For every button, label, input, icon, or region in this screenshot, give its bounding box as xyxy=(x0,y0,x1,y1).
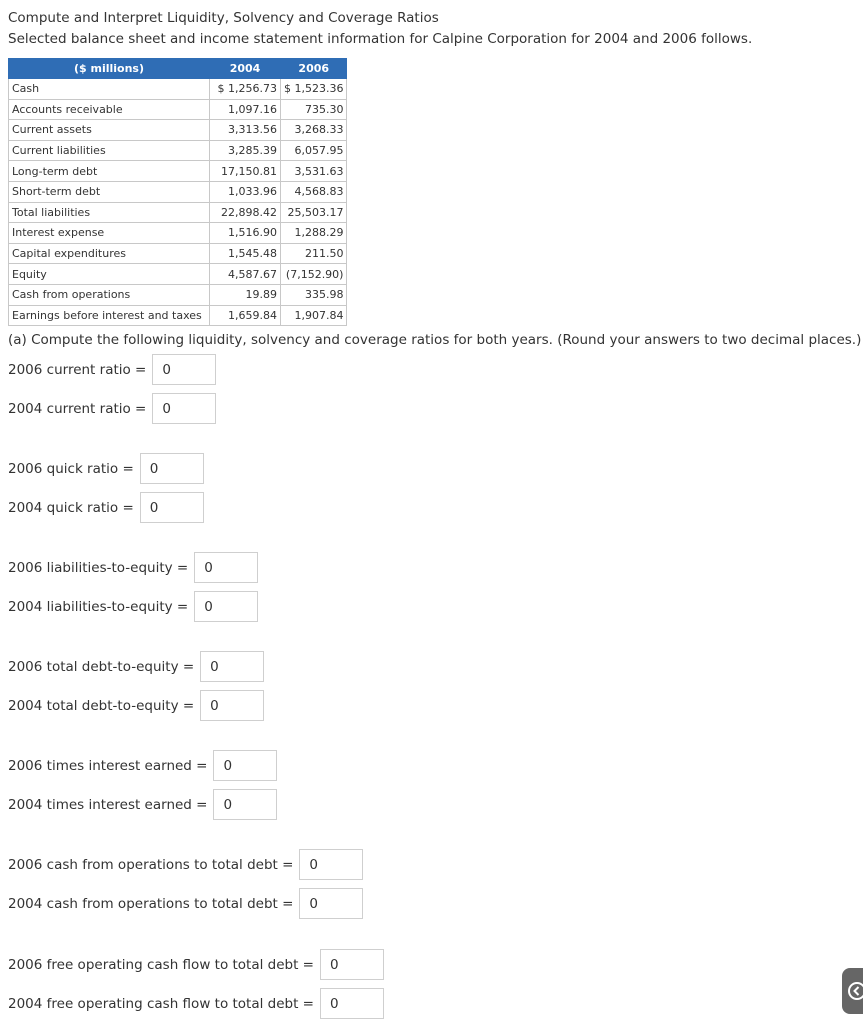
column-header-label: ($ millions) xyxy=(9,59,210,79)
row-label: Capital expenditures xyxy=(9,243,210,264)
row-label: Long-term debt xyxy=(9,161,210,182)
financial-data-table xyxy=(8,58,347,326)
table-row xyxy=(9,264,347,285)
table-row xyxy=(9,305,347,326)
value-2006: 25,503.17 xyxy=(281,202,347,223)
row-label: Current assets xyxy=(9,120,210,141)
answer-input[interactable]: 0 xyxy=(320,949,384,980)
answer-label: 2006 free operating cash flow to total debt = xyxy=(8,956,314,973)
answer-input[interactable]: 0 xyxy=(194,591,258,622)
answer-label: 2006 total debt-to-equity = xyxy=(8,658,195,675)
table-row xyxy=(9,243,347,264)
row-label: Earnings before interest and taxes xyxy=(9,305,210,326)
row-label: Equity xyxy=(9,264,210,285)
answer-row xyxy=(8,393,216,424)
table-row xyxy=(9,120,347,141)
page-title: Compute and Interpret Liquidity, Solvency and Coverage Ratios xyxy=(8,10,439,26)
row-label: Cash xyxy=(9,79,210,100)
answer-label: 2004 current ratio = xyxy=(8,400,147,417)
row-label: Interest expense xyxy=(9,223,210,244)
value-2006: 3,268.33 xyxy=(281,120,347,141)
answer-label: 2006 times interest earned = xyxy=(8,757,208,774)
value-2006: 1,907.84 xyxy=(281,305,347,326)
answer-input[interactable]: 0 xyxy=(194,552,258,583)
table-row xyxy=(9,223,347,244)
answer-row xyxy=(8,453,204,484)
answer-row xyxy=(8,552,258,583)
answer-input[interactable]: 0 xyxy=(213,789,277,820)
chevron-left-icon xyxy=(848,982,863,1000)
value-2004: 1,545.48 xyxy=(210,243,281,264)
answer-input[interactable]: 0 xyxy=(213,750,277,781)
answer-row xyxy=(8,591,258,622)
row-label: Cash from operations xyxy=(9,284,210,305)
row-label: Current liabilities xyxy=(9,140,210,161)
value-2006: 3,531.63 xyxy=(281,161,347,182)
answer-label: 2006 current ratio = xyxy=(8,361,147,378)
answer-input[interactable]: 0 xyxy=(200,690,264,721)
answer-row xyxy=(8,750,277,781)
value-2006: 335.98 xyxy=(281,284,347,305)
answer-label: 2006 liabilities-to-equity = xyxy=(8,559,189,576)
answer-label: 2006 cash from operations to total debt = xyxy=(8,856,294,873)
value-2004: 1,516.90 xyxy=(210,223,281,244)
answer-row xyxy=(8,789,277,820)
answer-label: 2004 liabilities-to-equity = xyxy=(8,598,189,615)
value-2004: 3,313.56 xyxy=(210,120,281,141)
value-2006: 735.30 xyxy=(281,99,347,120)
answer-row xyxy=(8,888,363,919)
answer-row xyxy=(8,354,216,385)
answer-input[interactable]: 0 xyxy=(152,354,216,385)
answer-row xyxy=(8,492,204,523)
answer-label: 2004 total debt-to-equity = xyxy=(8,697,195,714)
table-row xyxy=(9,284,347,305)
answer-label: 2004 free operating cash flow to total debt = xyxy=(8,995,314,1012)
answer-label: 2004 cash from operations to total debt = xyxy=(8,895,294,912)
answer-row xyxy=(8,949,384,980)
answer-input[interactable]: 0 xyxy=(140,492,204,523)
answer-input[interactable]: 0 xyxy=(152,393,216,424)
table-row xyxy=(9,99,347,120)
value-2004: 19.89 xyxy=(210,284,281,305)
row-label: Short-term debt xyxy=(9,181,210,202)
value-2006: 1,288.29 xyxy=(281,223,347,244)
answer-label: 2006 quick ratio = xyxy=(8,460,134,477)
answer-row xyxy=(8,849,363,880)
table-header-row xyxy=(9,59,347,79)
column-header-2006: 2006 xyxy=(281,59,347,79)
value-2006: $ 1,523.36 xyxy=(281,79,347,100)
table-row xyxy=(9,79,347,100)
value-2006: 211.50 xyxy=(281,243,347,264)
value-2004: 3,285.39 xyxy=(210,140,281,161)
value-2006: (7,152.90) xyxy=(281,264,347,285)
answer-row xyxy=(8,651,264,682)
row-label: Total liabilities xyxy=(9,202,210,223)
value-2004: 1,659.84 xyxy=(210,305,281,326)
answer-input[interactable]: 0 xyxy=(320,988,384,1019)
table-row xyxy=(9,161,347,182)
answer-row xyxy=(8,988,384,1019)
scroll-tab-button[interactable] xyxy=(842,968,863,1014)
value-2004: 1,097.16 xyxy=(210,99,281,120)
value-2004: 22,898.42 xyxy=(210,202,281,223)
column-header-2004: 2004 xyxy=(210,59,281,79)
value-2006: 6,057.95 xyxy=(281,140,347,161)
table-row xyxy=(9,181,347,202)
value-2004: 17,150.81 xyxy=(210,161,281,182)
value-2004: $ 1,256.73 xyxy=(210,79,281,100)
answer-input[interactable]: 0 xyxy=(299,849,363,880)
value-2004: 1,033.96 xyxy=(210,181,281,202)
answer-input[interactable]: 0 xyxy=(200,651,264,682)
row-label: Accounts receivable xyxy=(9,99,210,120)
answer-input[interactable]: 0 xyxy=(299,888,363,919)
value-2006: 4,568.83 xyxy=(281,181,347,202)
answer-label: 2004 times interest earned = xyxy=(8,796,208,813)
value-2004: 4,587.67 xyxy=(210,264,281,285)
page-header xyxy=(8,8,752,50)
answer-input[interactable]: 0 xyxy=(140,453,204,484)
question-prompt: (a) Compute the following liquidity, solvency and coverage ratios for both years. (Round your answers to two decimal places.) xyxy=(8,332,862,348)
page-subtitle: Selected balance sheet and income statement information for Calpine Corporation for 2004 and 2006 follows. xyxy=(8,31,753,47)
table-row xyxy=(9,140,347,161)
table-row xyxy=(9,202,347,223)
answer-row xyxy=(8,690,264,721)
answer-label: 2004 quick ratio = xyxy=(8,499,134,516)
